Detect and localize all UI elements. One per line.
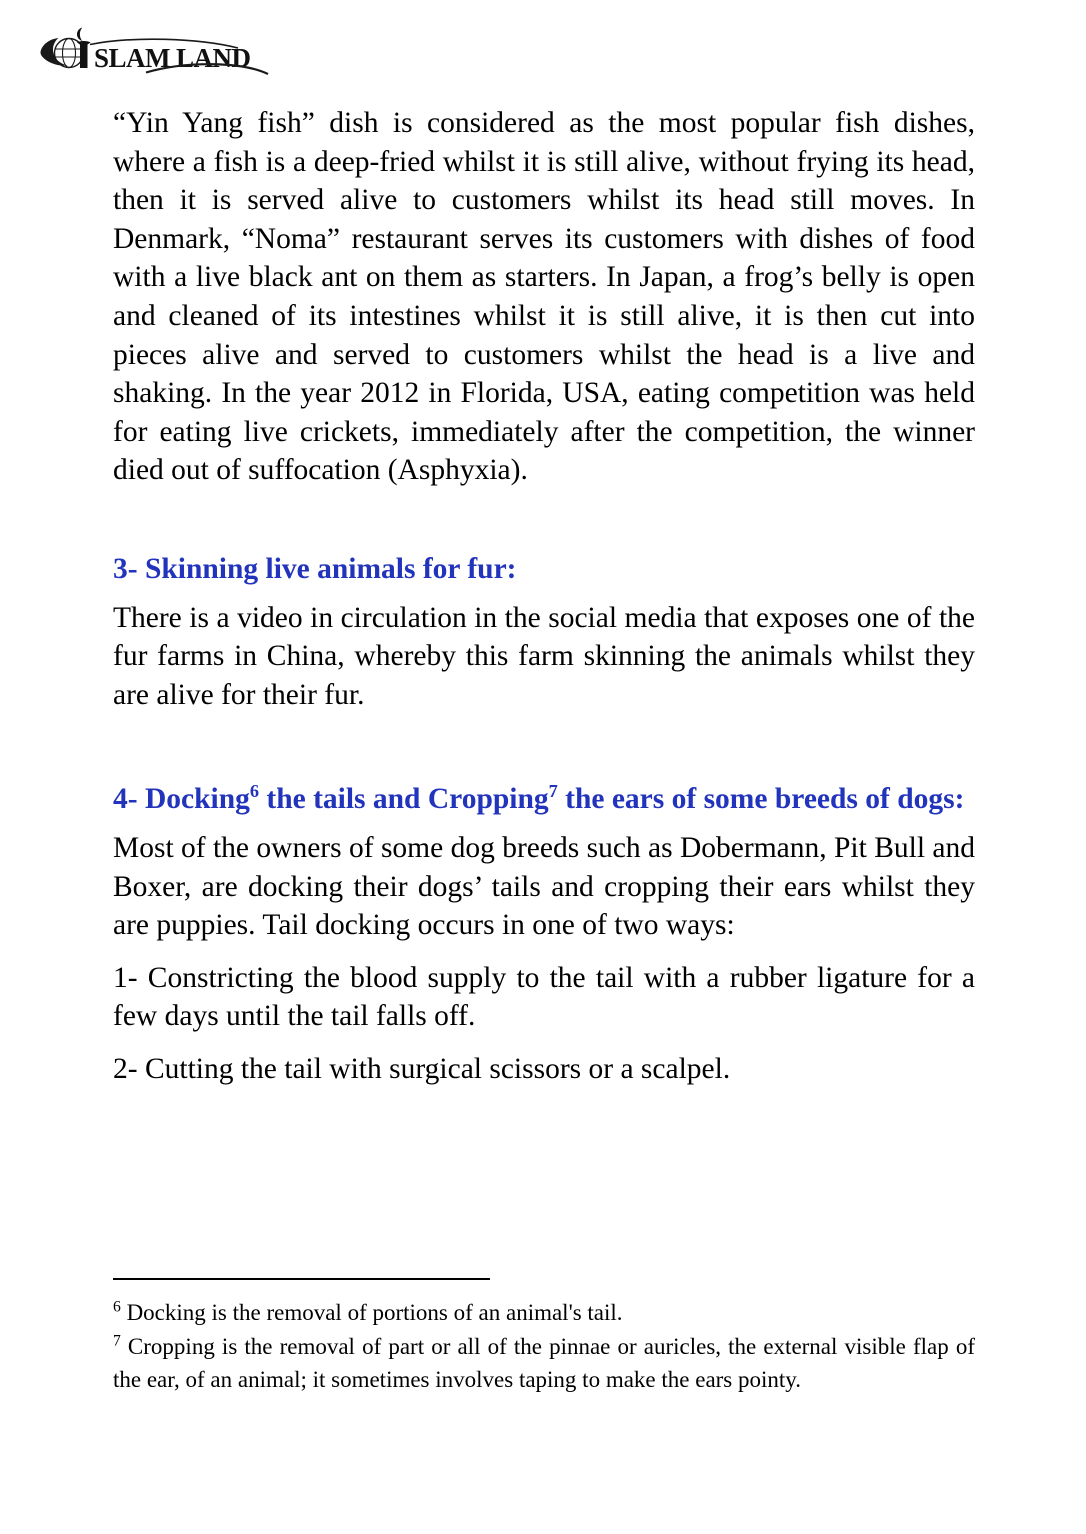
list-item-constricting: 1- Constricting the blood supply to the tail with a rubber ligature for a few days until the tail falls off. [113,961,975,1033]
footnote-separator [113,1278,490,1280]
footnote-section [113,1278,975,1397]
heading-skinning-live-animals: 3- Skinning live animals for fur: [113,552,517,585]
spacer [113,945,975,959]
document-body [113,104,975,1088]
footnote-marker-7: 7 [113,1331,121,1349]
footnote-ref-7[interactable]: 7 [548,781,558,802]
footnote-marker-6: 6 [113,1298,121,1316]
heading-docking-cropping [113,780,975,819]
footnote-6 [113,1296,975,1330]
spacer [113,589,975,599]
spacer [113,819,975,829]
paragraph-dog-breeds: Most of the owners of some dog breeds such as Dobermann, Pit Bull and Boxer, are docking their dogs’ tails and cropping their ears whilst they are puppies. Tail docking occurs in one of two ways: [113,831,975,942]
page-header [38,22,338,84]
spacer [113,1036,975,1050]
footnote-6-text: Docking is the removal of portions of an animal's tail. [120,1300,623,1325]
spacer [113,490,975,550]
footnote-ref-6[interactable]: 6 [249,781,259,802]
footnote-7 [113,1330,975,1397]
spacer [113,714,975,780]
logo-word-land: LAND [176,43,251,73]
heading-docking-text-2: the tails and Cropping [259,783,549,816]
islam-land-logo-icon [38,22,338,84]
list-item-cutting: 2- Cutting the tail with surgical scissors or a scalpel. [113,1052,731,1085]
footnote-7-text: Cropping is the removal of part or all of the pinnae or auricles, the external visible flap of the ear, of an animal; it sometimes involves taping to make the ears pointy. [113,1333,975,1392]
logo-word-islam: SLAM [94,43,171,73]
paragraph-yin-yang-fish: “Yin Yang fish” dish is considered as the most popular fish dishes, where a fish is a deep-fried whilst it is still alive, without frying its head, then it is served alive to customers whilst its head still moves. In Denmark, “Noma” restaurant serves its customers with dishes of food with a live black ant on them as starters. In Japan, a frog’s belly is open and cleaned of its intestines whilst it is still alive, it is then cut into pieces alive and served to customers whilst the head is a live and shaking. In the year 2012 in Florida, USA, eating competition was held for eating live crickets, immediately after the competition, the winner died out of suffocation (Asphyxia). [113,107,975,487]
islam-land-logo [38,22,338,84]
paragraph-fur-farms: There is a video in circulation in the social media that exposes one of the fur farms in China, whereby this farm skinning the animals whilst they are alive for their fur. [113,601,975,711]
heading-docking-text-3: the ears of some breeds of dogs: [557,783,965,816]
heading-docking-text-1: 4- Docking [113,783,250,816]
